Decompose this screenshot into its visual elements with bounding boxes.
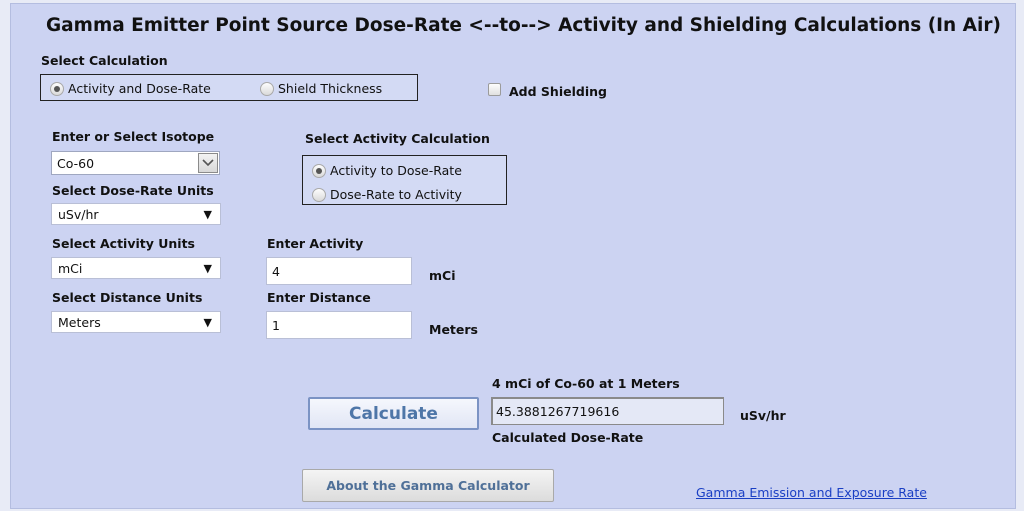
isotope-value: Co-60 <box>57 155 95 171</box>
isotope-label: Enter or Select Isotope <box>52 129 215 144</box>
result-summary: 4 mCi of Co-60 at 1 Meters <box>492 376 680 391</box>
activity-units-select[interactable] <box>51 257 221 279</box>
dose-rate-units-value: uSv/hr <box>58 206 99 222</box>
triangle-down-icon: ▼ <box>203 261 212 275</box>
page-title: Gamma Emitter Point Source Dose-Rate <--to--> Activity and Shielding Calculations (In Air) <box>46 15 1001 36</box>
radio-dose-rate-to-activity[interactable] <box>312 187 462 202</box>
isotope-combobox[interactable] <box>51 151 220 175</box>
distance-input-value: 1 <box>272 317 280 333</box>
radio-activity-dose-rate[interactable] <box>50 81 211 96</box>
dose-rate-units-select[interactable] <box>51 203 221 225</box>
distance-input[interactable] <box>266 311 412 339</box>
add-shielding-checkbox[interactable] <box>488 80 607 99</box>
radio-label: Activity and Dose-Rate <box>68 81 211 96</box>
distance-unit-label: Meters <box>429 322 478 337</box>
chevron-down-icon[interactable] <box>198 153 218 173</box>
activity-units-label: Select Activity Units <box>52 236 195 251</box>
radio-unchecked-icon[interactable] <box>312 188 326 202</box>
activity-units-value: mCi <box>58 260 83 276</box>
radio-label: Shield Thickness <box>278 81 383 96</box>
result-unit-label: uSv/hr <box>740 408 786 423</box>
triangle-down-icon: ▼ <box>203 315 212 329</box>
checkbox-icon[interactable] <box>488 83 501 96</box>
radio-shield-thickness[interactable] <box>260 81 382 96</box>
triangle-down-icon: ▼ <box>203 207 212 221</box>
activity-calculation-group <box>302 155 507 205</box>
distance-units-select[interactable] <box>51 311 221 333</box>
calculation-type-group <box>40 74 418 101</box>
activity-calculation-label: Select Activity Calculation <box>305 131 490 146</box>
enter-distance-label: Enter Distance <box>267 290 371 305</box>
radio-checked-icon[interactable] <box>312 164 326 178</box>
dose-rate-result-value: 45.3881267719616 <box>496 404 620 419</box>
select-calculation-label: Select Calculation <box>41 53 168 68</box>
activity-input-value: 4 <box>272 263 280 279</box>
radio-activity-to-dose-rate[interactable] <box>312 163 462 178</box>
distance-units-value: Meters <box>58 314 101 330</box>
radio-unchecked-icon[interactable] <box>260 82 274 96</box>
radio-label: Activity to Dose-Rate <box>330 163 462 178</box>
about-calculator-button[interactable]: About the Gamma Calculator <box>302 469 554 502</box>
radio-label: Dose-Rate to Activity <box>330 187 462 202</box>
calculated-dose-rate-label: Calculated Dose-Rate <box>492 430 644 445</box>
calculate-button[interactable]: Calculate <box>308 397 479 430</box>
activity-unit-label: mCi <box>429 268 456 283</box>
activity-input[interactable] <box>266 257 412 285</box>
radio-checked-icon[interactable] <box>50 82 64 96</box>
distance-units-label: Select Distance Units <box>52 290 203 305</box>
add-shielding-label: Add Shielding <box>509 84 607 99</box>
dose-rate-units-label: Select Dose-Rate Units <box>52 183 214 198</box>
dose-rate-result-field[interactable] <box>491 397 724 425</box>
enter-activity-label: Enter Activity <box>267 236 364 251</box>
gamma-emission-link[interactable]: Gamma Emission and Exposure Rate <box>696 485 927 500</box>
